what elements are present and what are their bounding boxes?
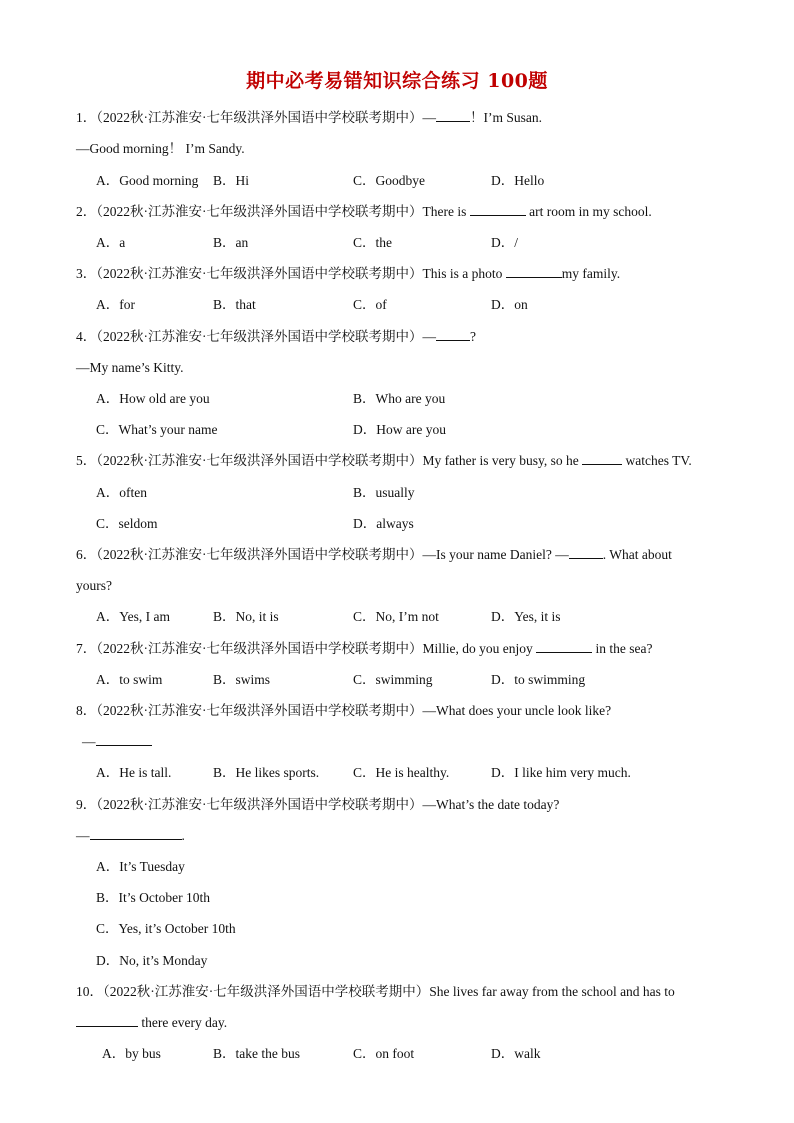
question-1-line2: —Good morning！ I’m Sandy.	[76, 141, 245, 156]
answer-blank[interactable]	[436, 109, 470, 122]
option-c[interactable]: C．swimming	[353, 672, 433, 687]
question-4-line2: —My name’s Kitty.	[76, 360, 184, 375]
option-c[interactable]: C．the	[353, 235, 392, 250]
option-b[interactable]: B．an	[213, 235, 249, 250]
answer-blank[interactable]	[470, 203, 526, 216]
option-b[interactable]: B．He likes sports.	[213, 765, 320, 780]
question-8-line2: —	[82, 733, 152, 751]
option-d[interactable]: D．How are you	[353, 422, 446, 437]
question-8-stem: 8．（2022秋·江苏淮安·七年级洪泽外国语中学校联考期中）—What does your uncle look like?	[76, 703, 612, 718]
option-b[interactable]: B．that	[213, 297, 256, 312]
option-b[interactable]: B．No, it is	[213, 609, 279, 624]
option-d[interactable]: D．I like him very much.	[491, 765, 631, 780]
question-9-stem: 9．（2022秋·江苏淮安·七年级洪泽外国语中学校联考期中）—What’s the date today?	[76, 797, 560, 812]
answer-blank[interactable]	[96, 733, 152, 746]
option-c[interactable]: C．What’s your name	[96, 422, 218, 437]
page-title: 期中必考易错知识综合练习 100题	[246, 70, 548, 92]
option-a[interactable]: A．to swim	[96, 672, 163, 687]
option-a[interactable]: A．Good morning	[96, 173, 199, 188]
option-b[interactable]: B．usually	[353, 485, 415, 500]
option-b[interactable]: B．swims	[213, 672, 271, 687]
question-6-line2: yours?	[76, 578, 112, 593]
question-6-stem: 6．（2022秋·江苏淮安·七年级洪泽外国语中学校联考期中）—Is your name Daniel? — . What about	[76, 547, 672, 562]
option-c[interactable]: C．of	[353, 297, 387, 312]
answer-blank[interactable]	[536, 640, 592, 653]
answer-blank[interactable]	[76, 1014, 138, 1027]
option-a[interactable]: A．by bus	[102, 1046, 161, 1061]
question-5-stem: 5．（2022秋·江苏淮安·七年级洪泽外国语中学校联考期中）My father is very busy, so he watches TV.	[76, 453, 692, 468]
question-2-stem: 2．（2022秋·江苏淮安·七年级洪泽外国语中学校联考期中）There is art room in my school.	[76, 204, 652, 219]
question-10-stem: 10．（2022秋·江苏淮安·七年级洪泽外国语中学校联考期中）She lives far away from the school and has to	[76, 984, 675, 999]
option-c[interactable]: C．He is healthy.	[353, 765, 450, 780]
option-a[interactable]: A．a	[96, 235, 126, 250]
option-c[interactable]: C．on foot	[353, 1046, 415, 1061]
option-d[interactable]: D．No, it’s Monday	[96, 953, 208, 968]
option-a[interactable]: A．Yes, I am	[96, 609, 171, 624]
option-b[interactable]: B．It’s October 10th	[96, 890, 210, 905]
option-d[interactable]: D．walk	[491, 1046, 541, 1061]
option-b[interactable]: B．take the bus	[213, 1046, 300, 1061]
question-9-line2: — .	[76, 828, 185, 843]
option-d[interactable]: D．always	[353, 516, 414, 531]
option-a[interactable]: A．It’s Tuesday	[96, 859, 185, 874]
option-a[interactable]: A．How old are you	[96, 391, 210, 406]
option-d[interactable]: D．/	[491, 235, 518, 250]
option-d[interactable]: D．to swimming	[491, 672, 586, 687]
option-c[interactable]: C．Goodbye	[353, 173, 425, 188]
option-a[interactable]: A．He is tall.	[96, 765, 172, 780]
answer-blank[interactable]	[436, 328, 470, 341]
option-d[interactable]: D．Hello	[491, 173, 545, 188]
question-10-line2: there every day.	[76, 1014, 227, 1032]
option-a[interactable]: A．for	[96, 297, 135, 312]
question-4-stem: 4．（2022秋·江苏淮安·七年级洪泽外国语中学校联考期中）— ?	[76, 329, 476, 344]
option-b[interactable]: B．Who are you	[353, 391, 446, 406]
option-c[interactable]: C．seldom	[96, 516, 158, 531]
option-b[interactable]: B．Hi	[213, 173, 250, 188]
answer-blank[interactable]	[569, 546, 603, 559]
option-d[interactable]: D．Yes, it is	[491, 609, 561, 624]
answer-blank[interactable]	[506, 265, 562, 278]
option-d[interactable]: D．on	[491, 297, 528, 312]
answer-blank[interactable]	[90, 827, 182, 840]
question-7-stem: 7．（2022秋·江苏淮安·七年级洪泽外国语中学校联考期中）Millie, do you enjoy in the sea?	[76, 641, 653, 656]
answer-blank[interactable]	[582, 452, 622, 465]
question-3-stem: 3．（2022秋·江苏淮安·七年级洪泽外国语中学校联考期中）This is a photo my family.	[76, 266, 621, 281]
option-c[interactable]: C．Yes, it’s October 10th	[96, 921, 236, 936]
option-c[interactable]: C．No, I’m not	[353, 609, 439, 624]
option-a[interactable]: A．often	[96, 485, 147, 500]
question-1-stem: 1．（2022秋·江苏淮安·七年级洪泽外国语中学校联考期中）— ！I’m Susan.	[76, 110, 542, 125]
